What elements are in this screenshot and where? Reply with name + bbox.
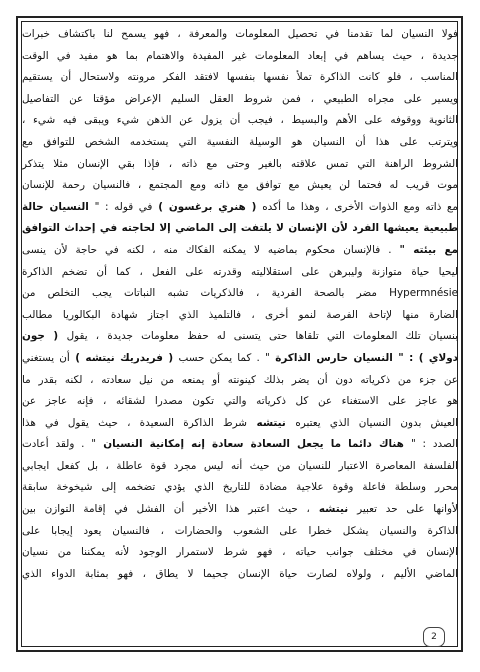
text-run: الصدد : " xyxy=(410,438,458,451)
text-run: في قوله : " xyxy=(94,200,153,213)
text-line: المناسب ، فلو كانت الذاكرة تملأ نفسها بنفسها لافتقد الفكر مرونته ولاستحال أن يستقيم xyxy=(22,71,458,84)
text-line: جديدة ، حيث يساهم في إبعاد المعلومات غير المفيدة والاهتمام بما هو مفيد في الوقت xyxy=(22,49,458,62)
text-run: أن يستغني xyxy=(22,351,70,364)
text-line xyxy=(22,499,458,521)
text-line: الشروط الراهنة التي تمس علاقته بالغير وحتى مع ذاته ، فإذا بقي الإنسان مثلا يتذكر xyxy=(22,157,458,170)
quote-text: مع بيئته " xyxy=(399,243,458,256)
quote-text: النسيان حارس الذاكرة xyxy=(269,351,399,364)
author-name-nietzsche: نيتشه xyxy=(309,503,358,516)
text-run: ، حيث اعتبر هذا الأخير أن الفشل في إقامة التوازن بين xyxy=(22,503,310,516)
quote-text: هناك دائما ما يجعل السعادة سعادة إنه إمكانية النسيان xyxy=(96,438,411,451)
text-run: شرط الذاكرة السعيدة ، حيث يقول في هذا xyxy=(22,416,248,429)
text-line: ويترتب على هذا أن النسيان هو الوسيلة النفسية التي يستخدمه الشخص للتوافق مع xyxy=(22,135,458,148)
text-line: محرر وسلطة فاعلة وقوة علاجية مضادة للتاريخ الذي يؤدي تضخمه إلى شيخوخة سابقة xyxy=(22,481,458,494)
text-line: الضارة منها لإتاحة الفرصة لنمو أخرى ، فالتلميذ الذي اجتاز شهادة البكالوريا مطالب xyxy=(22,308,458,321)
text-run: مع ذاته ومع الذوات الأخرى ، وهذا ما أكده xyxy=(262,200,458,213)
quote-text: طبيعية يعيشها الفرد لأن الإنسان لا يلتفت إلى الماضي إلا لحاجته في إحداث التوافق xyxy=(22,222,458,235)
text-line xyxy=(22,326,458,348)
text-run: " . كما يمكن حسب xyxy=(178,351,270,364)
text-line xyxy=(22,348,458,370)
text-line: الماضي الأليم ، ولولاه لصارت حياة الإنسان جحيما لا يطاق ، فهو بمثابة الدواء الذي xyxy=(22,567,458,580)
text-line: الذاكرة والنسيان يشكل خطرا على الشعوب والحضارات ، فالنسيان يعود إيجابا على xyxy=(22,524,458,537)
text-line: فولا النسيان لما تقدمنا في تحصيل المعلومات والمعرفة ، فهو يسمح لنا باكتشاف خبرات xyxy=(22,28,458,40)
text-line: ليحيا حياة متوازنة وليبرهن على استقلاليته وقدرته على الفعل ، كما أن تضخم الذاكرة xyxy=(22,265,458,278)
text-line: الفلسفة المعاصرة الاعتبار للنسيان من حيث أنه ليس مجرد قوة عاطلة ، بل كفعل ايجابي xyxy=(22,459,458,472)
text-run: " . ولقد أعادت xyxy=(22,438,97,451)
author-name-delay: ( جون xyxy=(22,330,67,343)
text-line xyxy=(22,197,458,219)
text-line xyxy=(22,240,458,262)
text-run: بنسيان تلك المعلومات التي تلقاها حتى يتسنى له حفظ معلومات جديدة ، يقول xyxy=(66,330,458,343)
quote-text: النسيان حالة xyxy=(22,200,95,213)
text-run: . فالإنسان محكوم بماضيه لا يمكنه الفكاك منه ، لكنه في حاجة لأن ينسى xyxy=(22,243,400,256)
text-run: العيش بدون النسيان الذي يعتبره xyxy=(295,416,458,429)
page-number: 2 xyxy=(423,627,445,647)
text-line: موت قريب له فحتما لن يعيش مع توافق مع ذاته ومع المجتمع ، فالنسيان رحمة للإنسان xyxy=(22,179,458,192)
author-name-nietzsche: نيتشه xyxy=(247,416,296,429)
text-line: Hypermnésie مضر بالصحة الفردية ، فالذكريات تشبه النباتات يجب التخلص من xyxy=(22,287,458,300)
text-run: لأوانها على حد تعبير xyxy=(357,503,458,516)
body-text xyxy=(22,24,458,585)
text-line xyxy=(22,434,458,456)
text-line: عن جزء من ذكرياته دون أن يضر بذلك كينونته أو يمنعه من نيل سعادته ، لكنه بقدر ما xyxy=(22,373,458,386)
author-name-delay: دولاي ) : " xyxy=(398,351,458,364)
text-line: الثانوية ووقوفه على الأهم والبسيط ، فيجب أن يزول عن الذهن شيء ويبقى فيه شيء ، xyxy=(22,114,458,127)
author-name-bergson: ( هنري برغسون ) xyxy=(152,200,263,213)
author-name-nietzsche: ( فريدريك نيتشه ) xyxy=(69,351,179,364)
text-line: ويسير على مجراه الطبيعي ، فمن شروط العقل السليم الإعراض مؤقتا عن التفاصيل xyxy=(22,92,458,105)
text-line: الإنسان في مختلف جوانب حياته ، فهو شرط لاستمرار الوجود لأنه يمكننا من نسيان xyxy=(22,546,458,559)
text-line: هو عاجز على الاستغناء عن كل ذكرياته والتي تكون مصدرا لشقائه ، فإنه عاجز عن xyxy=(22,395,458,408)
text-line xyxy=(22,413,458,435)
